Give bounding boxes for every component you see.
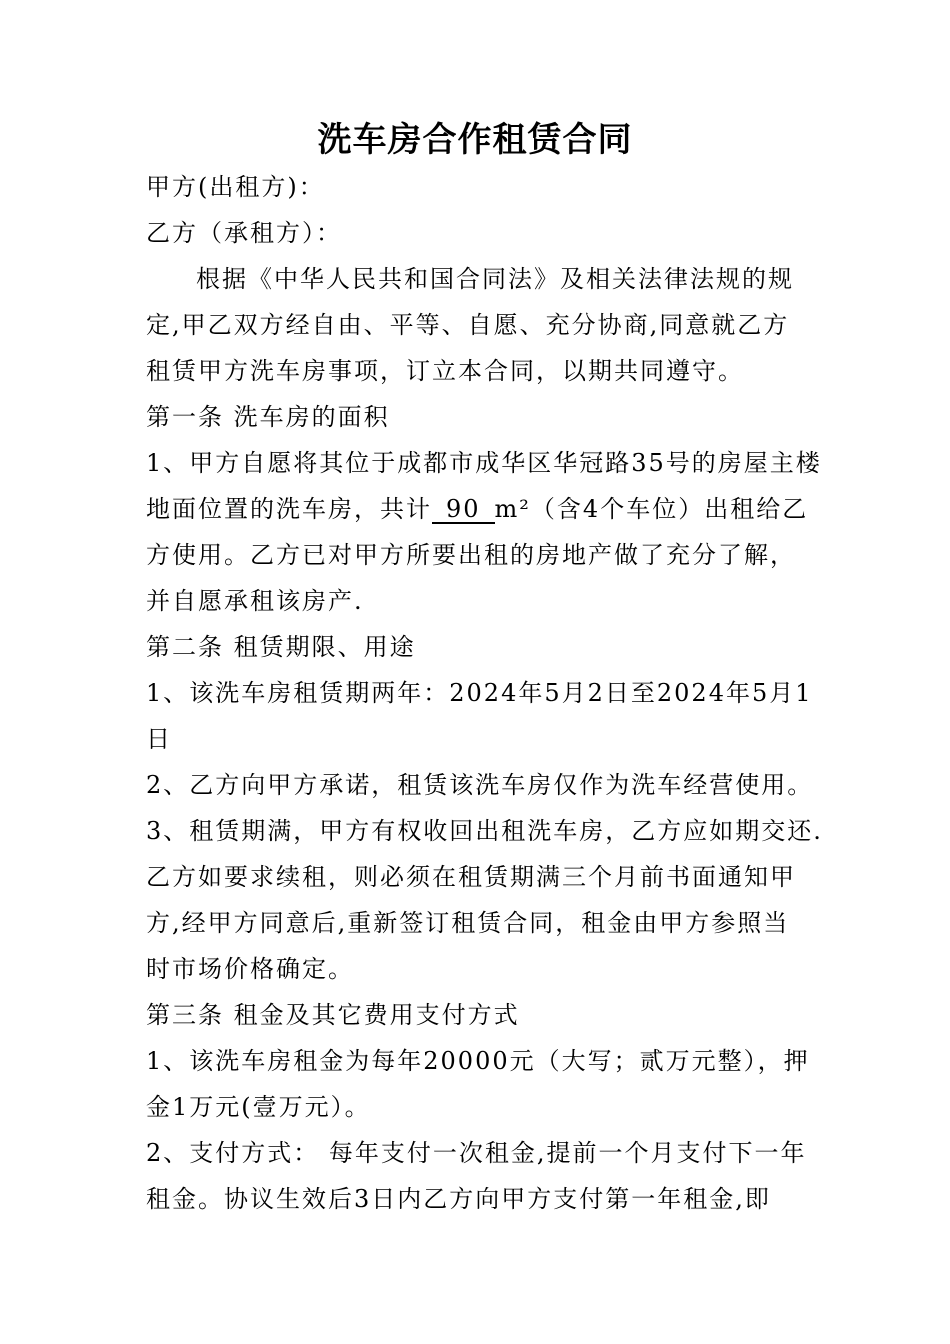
article2-line: 日 xyxy=(146,725,172,753)
article1-line2-prefix: 地面位置的洗车房，共计 xyxy=(146,495,432,523)
article1-heading: 第一条 洗车房的面积 xyxy=(146,403,390,431)
contract-title: 洗车房合作租赁合同 xyxy=(317,120,633,160)
article3-line: 1、该洗车房租金为每年20000元（大写；贰万元整），押 xyxy=(146,1047,810,1075)
article2-line: 2、乙方向甲方承诺，租赁该洗车房仅作为洗车经营使用。 xyxy=(146,771,814,799)
article3-line: 金1万元(壹万元）。 xyxy=(146,1093,371,1121)
article2-heading: 第二条 租赁期限、用途 xyxy=(146,633,416,661)
article1-line xyxy=(146,494,808,524)
article1-line2-suffix: m²（含4个车位）出租给乙 xyxy=(494,495,809,523)
preamble-line: 根据《中华人民共和国合同法》及相关法律法规的规 xyxy=(196,265,794,293)
preamble-line: 租赁甲方洗车房事项，订立本合同，以期共同遵守。 xyxy=(146,357,744,385)
preamble-line: 定,甲乙双方经自由、平等、自愿、充分协商,同意就乙方 xyxy=(146,311,790,339)
article2-line: 3、租赁期满，甲方有权收回出租洗车房，乙方应如期交还. xyxy=(146,817,823,845)
article3-line: 2、支付方式： 每年支付一次租金,提前一个月支付下一年 xyxy=(146,1139,807,1167)
area-blank-value: 90 xyxy=(432,496,495,524)
article1-line: 方使用。乙方已对甲方所要出租的房地产做了充分了解， xyxy=(146,541,796,569)
article3-heading: 第三条 租金及其它费用支付方式 xyxy=(146,1001,520,1029)
article2-line: 乙方如要求续租，则必须在租赁期满三个月前书面通知甲 xyxy=(146,863,796,891)
article2-line: 1、该洗车房租赁期两年：2024年5月2日至2024年5月1 xyxy=(146,679,813,707)
article2-line: 方,经甲方同意后,重新签订租赁合同，租金由甲方参照当 xyxy=(146,909,790,937)
article3-line: 租金。协议生效后3日内乙方向甲方支付第一年租金,即 xyxy=(146,1185,771,1213)
article2-line: 时市场价格确定。 xyxy=(146,955,354,983)
article1-line: 1、甲方自愿将其位于成都市成华区华冠路35号的房屋主楼 xyxy=(146,449,822,477)
party-a-line: 甲方(出租方)： xyxy=(146,173,325,201)
article1-line: 并自愿承租该房产. xyxy=(146,587,364,615)
party-b-line: 乙方（承租方）： xyxy=(146,219,342,247)
